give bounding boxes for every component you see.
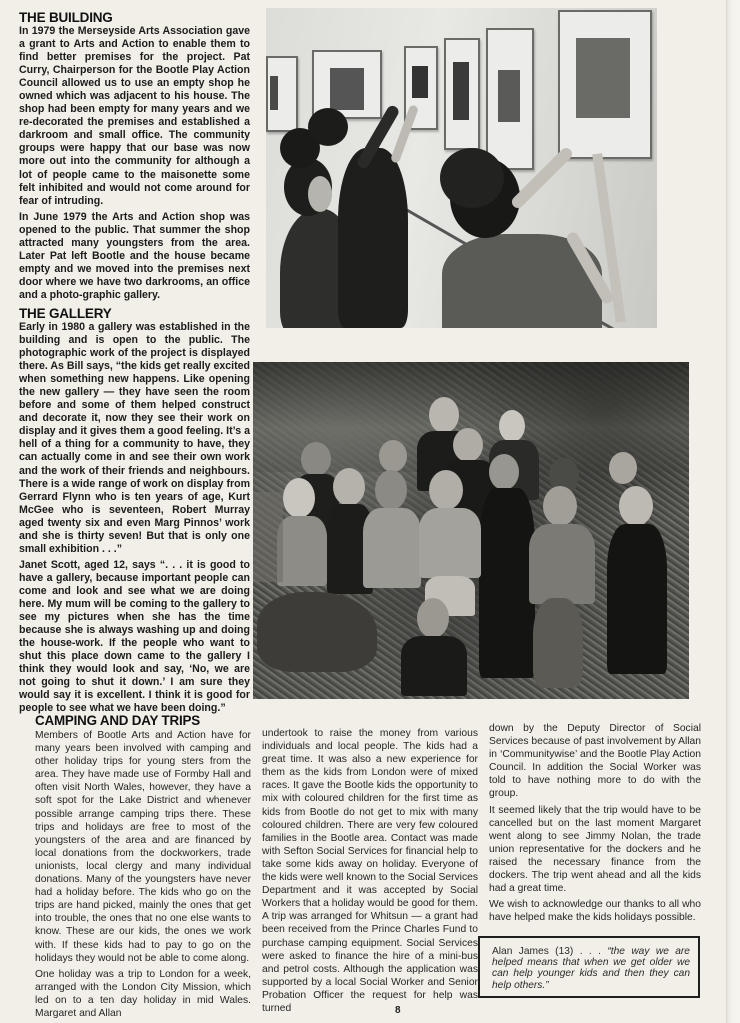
child-head <box>440 148 504 208</box>
gallery-paragraph: Early in 1980 a gallery was established in the building and is open to the public. The photographic work of the project is displayed there. As Bill says, “the kids get really excited when something new happens. Like opening the new gallery — they have seen the room before and some of them helped construct and decorate it, now they see their work on display and it gives them a good feeling. It’s a hell of a thing for a community to have, they can actually come in and see their own work and the work of their friends and neighbours. There is a wide range of work on display from Gerrard Flynn who is ten years of age, Kurt McGee who is seventeen, Robert Murray aged twenty six and even Marg Pinnos’ work and she is thirty seven! But that is only one small exhibition . . .” <box>19 320 251 555</box>
pull-quote-box <box>478 936 700 998</box>
building-paragraph: In June 1979 the Arts and Action shop was opened to the public. That summer the shop attracted many youngsters from the area. Later Pat left Bootle and the house became empty and we moved into the premises next door where we have two darkrooms, an office and a photo-graphic gallery. <box>19 210 250 301</box>
camping-column-2 <box>262 727 478 1018</box>
gallery-paragraph: Janet Scott, aged 12, says “. . . it is good to have a gallery, because important people can come and look and see what we are doing here. My mum will be coming to the gallery to see my pictures when she has the time because she is always washing up and doing the house-work. If the people who want to shut this place down came to the gallery I think they would look and say, ‘No, we are not going to shut it down.’ I am sure they would say it is excellent. I think it is good for people to see what we have been doing.” <box>19 558 250 715</box>
camping-paragraph: It seemed likely that the trip would have to be cancelled but on the last moment Margaret went along to see Jimmy Nolan, the trade union representative for the dockers and he raised the necessary finance from the dockers. The trip went ahead and all the kids had a great time. <box>489 804 701 895</box>
camping-paragraph: down by the Deputy Director of Social Services because of past involvement by Allan in ‘Communitywise’ and the Bootle Play Action Council. In addition the Social Worker was told to have nothing more to do with the group. <box>489 723 701 800</box>
left-column <box>19 10 250 718</box>
camping-group-photo <box>253 362 689 699</box>
camping-paragraph: undertook to raise the money from various individuals and local people. The kids had a great time. It was also a new experience for them as the kids from London were of mixed races. It gave the Bootle kids the opportunity to mix with coloured children for the first time as kids from Bootle do not get to mix with many coloured children. There are very few coloured families in the Bootle area. Contact was made with Sefton Social Services for financial help to take some kids away on holiday. Everyone of the kids were well known to the Social Services Department and it was accepted by Social Workers that a holiday would be good for them. A trip was arranged for Whitsun — a grant had been received from the Prince Charles Fund to purchase camping equipment. Social Services were asked to finance the hire of a mini-bus and petrol costs. Although the application was supported by a local Social Worker and Senior Probation Officer the request for help was turned <box>262 728 478 1014</box>
camping-paragraph: We wish to acknowledge our thanks to all who have helped make the kids holidays possible. <box>489 899 701 924</box>
dog <box>257 592 377 672</box>
child-head <box>308 108 348 146</box>
quote-attribution: Alan James (13) . . . <box>492 946 608 957</box>
dog <box>533 598 583 688</box>
wall-frame <box>444 38 480 150</box>
building-heading: THE BUILDING <box>19 10 113 25</box>
foliage <box>253 492 283 582</box>
camping-heading: CAMPING AND DAY TRIPS <box>35 713 200 728</box>
camping-paragraph: One holiday was a trip to London for a week, arranged with the London City Mission, which led on to a ten day holiday in mid Wales. Margaret and Allan <box>35 968 251 1019</box>
quote-text: “the way we are helped means that when we get older we can help younger kids and then they can help others.” <box>492 946 690 991</box>
page-binding-edge <box>726 0 740 1023</box>
gallery-heading: THE GALLERY <box>19 305 112 321</box>
camping-column-1 <box>35 713 251 1023</box>
wall-frame <box>266 56 298 132</box>
wall-frame <box>486 28 534 170</box>
page-number: 8 <box>395 1005 401 1016</box>
gallery-photo <box>266 8 657 328</box>
camping-paragraph: Members of Bootle Arts and Action have for many years been involved with camping and other holiday trips for young sters from the area. They have made use of Formby Hall and often visit North Wales, however, they have a soft spot for the Lake District and whenever possible arrange camping trips there. These trips and holidays are free to most of the youngsters of the area and are financed by local donations from the dockworkers, trade unionists, local clergy and many individual donations. Many of the youngsters have never had a holiday before. The kids who go on the trips are hand picked, mainly the ones that get into trouble, the ones that no one else wants to know. These are our kids, the ones we work with. If these kids had to pay to go on the holidays they would not be able to come along. <box>35 730 251 964</box>
child-figure <box>338 148 408 328</box>
child-face <box>308 176 332 212</box>
building-paragraph: In 1979 the Merseyside Arts Association gave a grant to Arts and Action to enable them to find better premises for the project. Pat Curry, Chairperson for the Bootle Play Action Council allowed us to use an empty shop he owned which was adjacent to his house. The shop had been empty for many years and we re-decorated the premises and established a darkroom and small office. The community groups were happy that our base was now more out into the community for although a lot of people came to the maisonette some felt inhibited and would not come around for fear of intruding. <box>19 25 250 207</box>
wall-frame <box>558 10 652 159</box>
camping-column-3 <box>489 722 701 927</box>
